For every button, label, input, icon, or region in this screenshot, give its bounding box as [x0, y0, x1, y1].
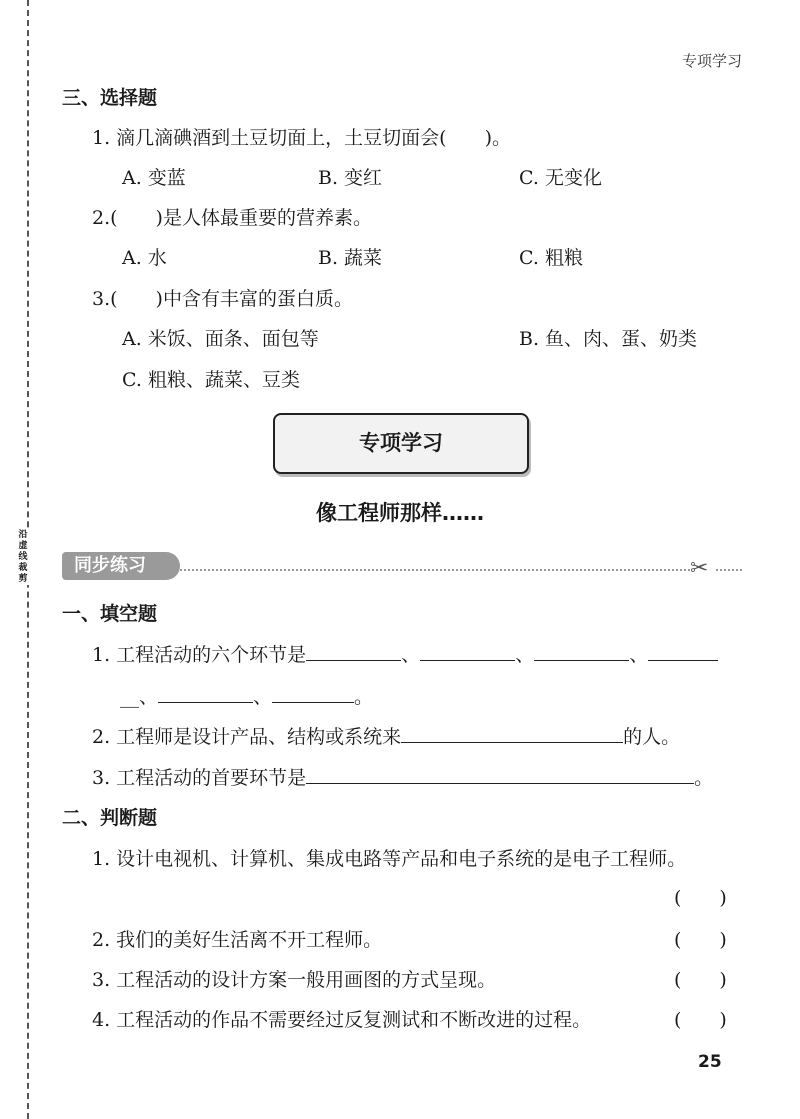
- fill-section-title: 一、填空题: [62, 603, 158, 625]
- separator: 、: [629, 644, 649, 666]
- choice-3-option-b: B. 鱼、肉、蛋、奶类: [519, 328, 698, 350]
- choice-2-option-b: B. 蔬菜: [318, 247, 383, 269]
- page-number: 25: [698, 1052, 722, 1072]
- section-tag: 专项学习: [681, 52, 742, 70]
- choice-2-option-c: C. 粗粮: [519, 247, 583, 269]
- choice-3-option-a: A. 米饭、面条、面包等: [122, 328, 319, 350]
- fill-question-1-cont: [120, 682, 373, 709]
- answer-parentheses[interactable]: ( ): [674, 1009, 727, 1031]
- practice-tab: [62, 552, 180, 580]
- fill-question-3: [92, 763, 713, 790]
- choice-section-title: 三、选择题: [62, 87, 158, 109]
- answer-blank[interactable]: [306, 642, 401, 661]
- judge-question-1: 1. 设计电视机、计算机、集成电路等产品和电子系统的是电子工程师。: [92, 848, 687, 870]
- separator: 、: [253, 686, 273, 708]
- fill-q1-prefix: 1. 工程活动的六个环节是: [92, 644, 307, 666]
- answer-parentheses[interactable]: ( ): [674, 929, 727, 951]
- choice-1-option-a: A. 变蓝: [122, 167, 186, 189]
- fill-question-1: [92, 640, 718, 667]
- choice-1-option-c: C. 无变化: [519, 167, 602, 189]
- judge-question-3: 3. 工程活动的设计方案一般用画图的方式呈现。: [92, 969, 497, 991]
- fill-q3-prefix: 3. 工程活动的首要环节是: [92, 767, 307, 789]
- choice-1-option-b: B. 变红: [318, 167, 383, 189]
- dotted-divider-end: [716, 569, 742, 571]
- fill-q1-tail: __、: [120, 686, 159, 708]
- choice-3-option-c: C. 粗粮、蔬菜、豆类: [122, 369, 300, 391]
- answer-blank[interactable]: [648, 642, 718, 661]
- page-number-decoration: [718, 1050, 758, 1070]
- choice-question-1: 1. 滴几滴碘酒到土豆切面上，土豆切面会( )。: [92, 127, 511, 149]
- separator: 、: [515, 644, 535, 666]
- judge-question-2: 2. 我们的美好生活离不开工程师。: [92, 929, 383, 951]
- choice-question-2: 2.( )是人体最重要的营养素。: [92, 207, 372, 229]
- judge-question-4: 4. 工程活动的作品不需要经过反复测试和不断改进的过程。: [92, 1009, 592, 1031]
- answer-blank[interactable]: [401, 724, 623, 743]
- separator: 、: [401, 644, 421, 666]
- topic-banner: [273, 413, 529, 474]
- fill-q3-suffix: 。: [694, 767, 714, 789]
- answer-parentheses[interactable]: ( ): [674, 969, 727, 991]
- practice-tab-label: 同步练习: [74, 555, 146, 576]
- choice-2-option-a: A. 水: [122, 247, 167, 269]
- answer-blank[interactable]: [420, 642, 515, 661]
- judge-section-title: 二、判断题: [62, 807, 158, 829]
- answer-blank[interactable]: [534, 642, 629, 661]
- answer-blank[interactable]: [158, 684, 253, 703]
- choice-question-3: 3.( )中含有丰富的蛋白质。: [92, 288, 353, 310]
- fill-q2-suffix: 的人。: [623, 726, 681, 748]
- fill-question-2: [92, 722, 680, 749]
- dotted-divider: [180, 569, 690, 571]
- period: 。: [354, 686, 374, 708]
- answer-blank[interactable]: [272, 684, 354, 703]
- answer-parentheses[interactable]: ( ): [674, 887, 727, 909]
- banner-title: 专项学习: [359, 431, 443, 455]
- scissors-icon: ✂: [690, 556, 709, 581]
- fill-q2-prefix: 2. 工程师是设计产品、结构或系统来: [92, 726, 402, 748]
- answer-blank[interactable]: [306, 765, 694, 784]
- cut-label: 沿虚线裁剪: [18, 530, 28, 584]
- lesson-subtitle: 像工程师那样……: [316, 501, 484, 525]
